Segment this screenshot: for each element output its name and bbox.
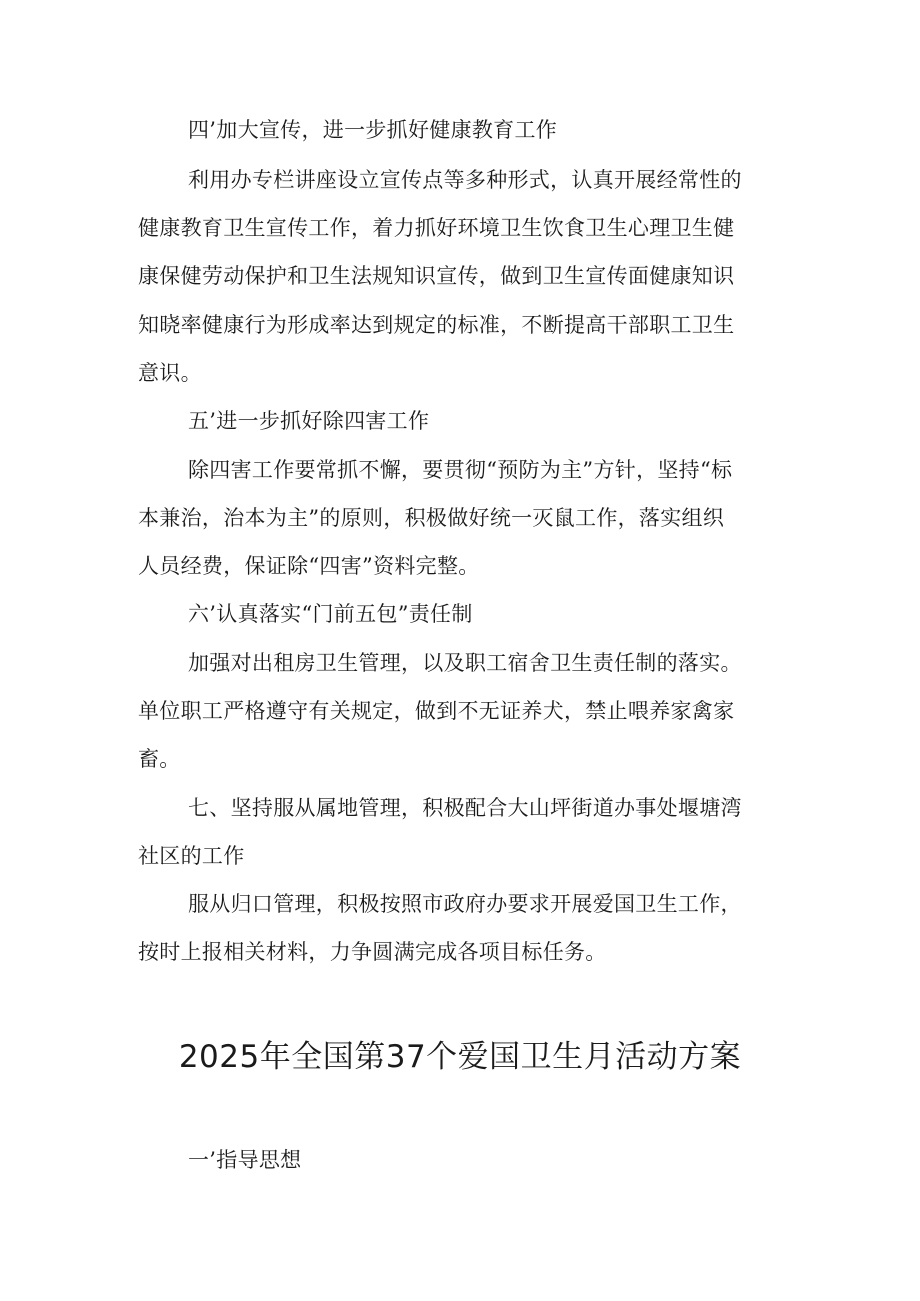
- paragraph-line: 加强对出租房卫生管理，以及职工宿舍卫生责任制的落实。: [188, 651, 742, 675]
- section-heading: 七、坚持服从属地管理，积极配合大山坪街道办事处堰塘湾: [188, 796, 742, 820]
- section-heading: 六’认真落实“门前五包”责任制: [188, 602, 473, 626]
- paragraph-line: 健康教育卫生宣传工作，着力抓好环境卫生饮食卫生心理卫生健: [138, 216, 735, 240]
- paragraph-line: 意识。: [138, 361, 202, 385]
- document-title: 2025年全国第37个爱国卫生月活动方案: [178, 1039, 742, 1075]
- paragraph-line: 人员经费，保证除“四害”资料完整。: [138, 554, 480, 578]
- paragraph-line: 利用办专栏讲座设立宣传点等多种形式，认真开展经常性的: [188, 168, 742, 192]
- paragraph-line: 知晓率健康行为形成率达到规定的标准，不断提高干部职工卫生: [138, 313, 735, 337]
- section-heading: 一’指导思想: [188, 1148, 302, 1172]
- section-heading: 五’进一步抓好除四害工作: [188, 409, 430, 433]
- section-heading: 四’加大宣传，进一步抓好健康教育工作: [188, 118, 558, 142]
- paragraph-line: 本兼治，治本为主”的原则，积极做好统一灭鼠工作，落实组织: [138, 506, 725, 530]
- paragraph-line: 按时上报相关材料，力争圆满完成各项目标任务。: [138, 940, 607, 964]
- paragraph-line: 畜。: [138, 747, 181, 771]
- paragraph-line: 单位职工严格遵守有关规定，做到不无证养犬，禁止喂养家禽家: [138, 699, 735, 723]
- section-heading-continued: 社区的工作: [138, 844, 245, 868]
- paragraph-line: 康保健劳动保护和卫生法规知识宣传，做到卫生宣传面健康知识: [138, 264, 735, 288]
- paragraph-line: 服从归口管理，积极按照市政府办要求开展爱国卫生工作，: [188, 892, 742, 916]
- paragraph-line: 除四害工作要常抓不懈，要贯彻“预防为主”方针，坚持“标: [188, 458, 733, 482]
